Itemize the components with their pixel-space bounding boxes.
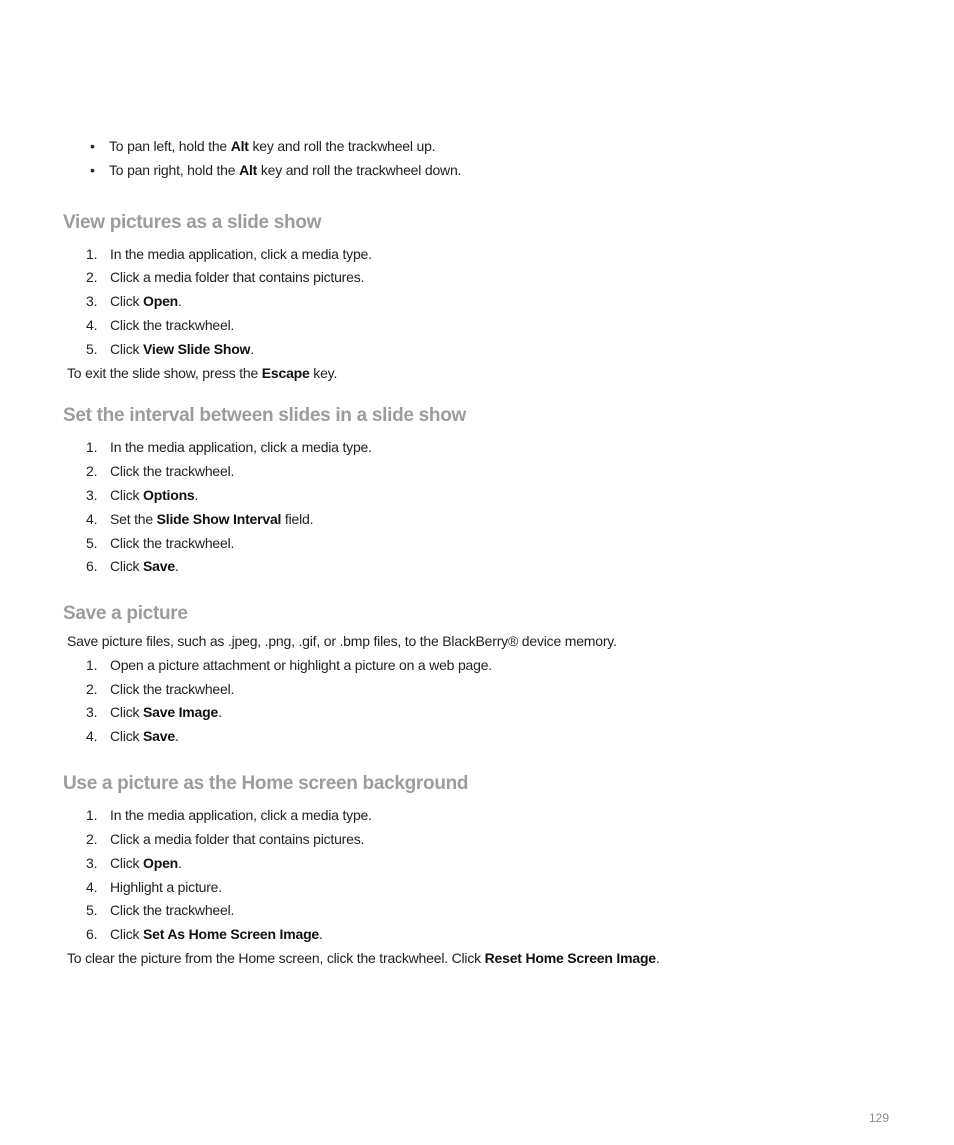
step-item (86, 265, 364, 289)
step-bold-text: Open (143, 293, 179, 309)
step-number: 4. (86, 317, 98, 333)
bullet-text: key and roll the trackwheel down. (257, 162, 462, 178)
step-text: Click (110, 855, 144, 871)
section-note (67, 946, 660, 970)
step-item (86, 507, 313, 531)
step-text: Highlight a picture. (110, 879, 222, 895)
step-text: Click (110, 728, 144, 744)
step-text: In the media application, click a media type. (110, 246, 372, 262)
step-bold-text: Slide Show Interval (156, 511, 282, 527)
bullet-dot: • (90, 162, 95, 178)
note-bold-text: Escape (261, 365, 310, 381)
step-item (86, 851, 182, 875)
step-item (86, 337, 254, 361)
step-number: 6. (86, 558, 98, 574)
bullet-item (90, 134, 435, 158)
step-item (86, 653, 492, 677)
step-number: 1. (86, 807, 98, 823)
step-number: 4. (86, 511, 98, 527)
step-item (86, 459, 234, 483)
step-text: Click the trackwheel. (110, 317, 235, 333)
section-note (67, 361, 337, 385)
step-number: 3. (86, 487, 98, 503)
bullet-text: key and roll the trackwheel up. (248, 138, 436, 154)
step-text: Click (110, 341, 144, 357)
step-item (86, 435, 372, 459)
step-text: . (178, 293, 182, 309)
step-item (86, 922, 323, 946)
step-text: Click the trackwheel. (110, 902, 235, 918)
step-item (86, 875, 222, 899)
section-heading: Save a picture (63, 603, 188, 624)
note-bold-text: Reset Home Screen Image (484, 950, 656, 966)
page-number: 129 (869, 1111, 890, 1125)
step-text: In the media application, click a media type. (110, 807, 372, 823)
step-item (86, 827, 364, 851)
step-item (86, 289, 182, 313)
section-heading: Set the interval between slides in a slide show (63, 405, 466, 426)
step-number: 1. (86, 657, 98, 673)
bullet-dot: • (90, 138, 95, 154)
step-number: 2. (86, 463, 98, 479)
step-bold-text: Save (143, 728, 175, 744)
step-text: . (174, 728, 179, 744)
step-text: . (178, 855, 182, 871)
step-item (86, 898, 234, 922)
bullet-text: To pan left, hold the (109, 138, 231, 154)
note-text: To exit the slide show, press the (67, 365, 262, 381)
step-item (86, 483, 198, 507)
bullet-item (90, 158, 461, 182)
step-text: . (218, 704, 222, 720)
section-heading: Use a picture as the Home screen background (63, 773, 469, 794)
step-item (86, 677, 234, 701)
step-number: 1. (86, 246, 98, 262)
step-number: 5. (86, 341, 98, 357)
step-bold-text: Save Image (143, 704, 219, 720)
step-item (86, 531, 234, 555)
step-text: Click (110, 704, 144, 720)
step-number: 4. (86, 879, 98, 895)
step-number: 3. (86, 293, 98, 309)
step-bold-text: Options (143, 487, 195, 503)
step-text: field. (281, 511, 314, 527)
step-number: 3. (86, 855, 98, 871)
bullet-text: To pan right, hold the (109, 162, 240, 178)
step-text: Click the trackwheel. (110, 681, 235, 697)
step-text: Click (110, 293, 144, 309)
step-text: . (194, 487, 199, 503)
step-number: 5. (86, 902, 98, 918)
note-text: . (655, 950, 660, 966)
step-item (86, 313, 234, 337)
step-number: 5. (86, 535, 98, 551)
step-number: 6. (86, 926, 98, 942)
step-bold-text: Save (143, 558, 175, 574)
step-text: . (250, 341, 254, 357)
step-number: 2. (86, 681, 98, 697)
step-text: Click a media folder that contains pictures. (110, 831, 365, 847)
step-item (86, 724, 179, 748)
bullet-bold-text: Alt (230, 138, 249, 154)
step-text: Click the trackwheel. (110, 463, 235, 479)
note-text: To clear the picture from the Home screen, click the trackwheel. Click (67, 950, 485, 966)
step-text: Click (110, 487, 144, 503)
step-text: . (174, 558, 179, 574)
step-text: Click a media folder that contains pictures. (110, 269, 365, 285)
step-bold-text: Set As Home Screen Image (143, 926, 320, 942)
step-bold-text: Open (143, 855, 179, 871)
step-number: 2. (86, 831, 98, 847)
step-item (86, 803, 372, 827)
step-number: 3. (86, 704, 98, 720)
note-text: key. (309, 365, 338, 381)
step-bold-text: View Slide Show (143, 341, 251, 357)
step-text: In the media application, click a media type. (110, 439, 372, 455)
section-intro: Save picture files, such as .jpeg, .png, .gif, or .bmp files, to the BlackBerry® device memory. (67, 633, 617, 649)
bullet-bold-text: Alt (239, 162, 258, 178)
step-text: Open a picture attachment or highlight a picture on a web page. (110, 657, 492, 673)
step-text: Click (110, 926, 144, 942)
step-text: . (319, 926, 323, 942)
step-number: 4. (86, 728, 98, 744)
step-number: 2. (86, 269, 98, 285)
step-number: 1. (86, 439, 98, 455)
step-item (86, 700, 222, 724)
step-text: Set the (110, 511, 157, 527)
step-item (86, 242, 372, 266)
step-item (86, 554, 179, 578)
step-text: Click (110, 558, 144, 574)
section-heading: View pictures as a slide show (63, 212, 322, 233)
step-text: Click the trackwheel. (110, 535, 235, 551)
